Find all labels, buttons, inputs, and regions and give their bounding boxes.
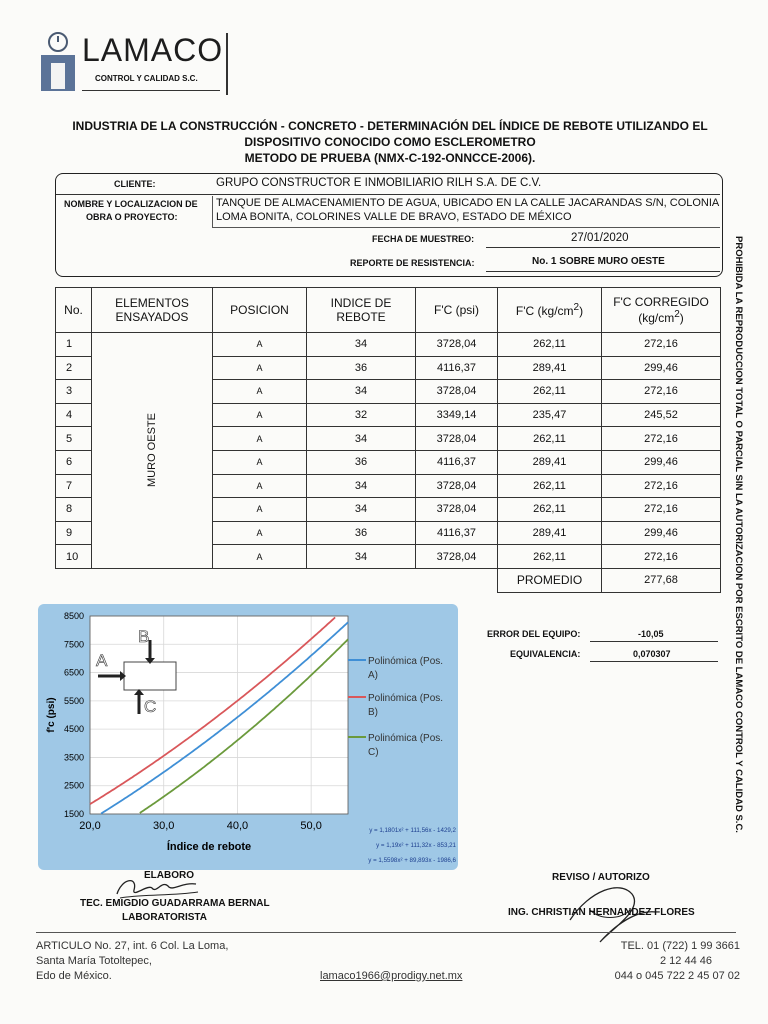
cell-idx: 34 <box>307 498 416 522</box>
title-line-1: INDUSTRIA DE LA CONSTRUCCIÓN - CONCRETO - DETERMINACIÓN DEL ÍNDICE DE REBOTE UTILIZANDO EL <box>72 119 708 133</box>
error-underline <box>590 641 718 642</box>
average-row <box>56 568 721 592</box>
cell-no: 5 <box>56 427 92 451</box>
cell-no: 1 <box>56 333 92 357</box>
cell-no: 4 <box>56 403 92 427</box>
average-value: 277,68 <box>602 568 721 592</box>
header-elements <box>92 288 213 333</box>
cell-pos: A <box>213 356 307 380</box>
error-value: -10,05 <box>638 629 664 639</box>
header-fc-kg-sup: 2 <box>573 302 580 313</box>
project-underline <box>212 227 720 228</box>
header-fc-psi: F'C (psi) <box>416 288 498 333</box>
email-link[interactable]: lamaco1966@prodigy.net.mx <box>320 970 463 982</box>
average-label: PROMEDIO <box>498 568 602 592</box>
side-notice-text: PROHIBIDA LA REPRODUCCION TOTAL O PARCIAL SIN LA AUTORIZACION POR ESCRITO DE LAMACO CONTROL Y CALIDAD S.C. <box>733 236 744 833</box>
cell-kg: 289,41 <box>498 356 602 380</box>
cell-corr: 272,16 <box>602 474 721 498</box>
trend-equation: y = 1,5598x² + 89,893x - 1986,6 <box>368 857 456 864</box>
header-fc-corr-1: F'C CORREGIDO <box>613 295 709 309</box>
cell-no: 2 <box>56 356 92 380</box>
address-line-2: Santa María Totoltepec, <box>36 955 152 967</box>
error-label: ERROR DEL EQUIPO: <box>487 629 581 639</box>
average-spacer <box>56 568 498 592</box>
trend-equation: y = 1,19x² + 111,32x - 853,21 <box>376 842 456 849</box>
element-name: MURO OESTE <box>146 413 158 488</box>
cell-psi: 3728,04 <box>416 498 498 522</box>
header-fc-corr-close: ) <box>679 311 684 325</box>
y-axis-label: f'c (psi) <box>46 697 57 733</box>
y-tick-label: 4500 <box>63 724 84 735</box>
project-label-1: NOMBRE Y LOCALIZACION DE <box>64 199 198 209</box>
header-fc-kg <box>498 288 602 333</box>
header-elements-1: ELEMENTOS <box>115 296 189 310</box>
cell-psi: 4116,37 <box>416 521 498 545</box>
header-index-2: REBOTE <box>336 310 386 324</box>
phone-line-2: 2 12 44 46 <box>660 955 712 967</box>
client-value: GRUPO CONSTRUCTOR E INMOBILIARIO RILH S.A. DE C.V. <box>216 177 542 189</box>
cell-no: 10 <box>56 545 92 569</box>
elaboro-label: ELABORO <box>144 870 194 881</box>
cell-pos: A <box>213 498 307 522</box>
document-title <box>40 118 740 166</box>
logo-subtitle: CONTROL Y CALIDAD S.C. <box>95 74 198 83</box>
table-row <box>56 333 721 357</box>
legend-label-cont: B) <box>368 707 378 718</box>
cell-corr: 245,52 <box>602 403 721 427</box>
cell-kg: 262,11 <box>498 498 602 522</box>
legend-label: Polinómica (Pos. <box>368 693 444 704</box>
cell-pos: A <box>213 450 307 474</box>
cell-psi: 4116,37 <box>416 356 498 380</box>
cell-psi: 3728,04 <box>416 545 498 569</box>
diagram-label-c: C <box>144 697 157 716</box>
rebound-chart <box>38 604 458 870</box>
cell-corr: 272,16 <box>602 498 721 522</box>
report-underline <box>486 271 720 272</box>
header-fc-corr-sup: 2 <box>674 309 680 320</box>
reviso-name: ING. CHRISTIAN HERNANDEZ FLORES <box>508 907 695 918</box>
date-value: 27/01/2020 <box>571 232 629 244</box>
cell-pos: A <box>213 545 307 569</box>
cell-no: 9 <box>56 521 92 545</box>
legend-label-cont: C) <box>368 747 379 758</box>
y-tick-label: 7500 <box>63 639 84 650</box>
footer-rule <box>36 932 736 933</box>
specimen-box <box>124 662 176 690</box>
cell-idx: 36 <box>307 521 416 545</box>
cell-no: 8 <box>56 498 92 522</box>
cell-pos: A <box>213 333 307 357</box>
cell-psi: 4116,37 <box>416 450 498 474</box>
cell-idx: 34 <box>307 474 416 498</box>
phone-line-1: TEL. 01 (722) 1 99 3661 <box>620 940 740 952</box>
diagram-label-b: B <box>138 627 150 646</box>
cell-idx: 34 <box>307 545 416 569</box>
y-tick-label: 6500 <box>63 667 84 678</box>
cell-psi: 3728,04 <box>416 427 498 451</box>
project-label-2: OBRA O PROYECTO: <box>86 212 178 222</box>
header-index-1: INDICE DE <box>330 296 392 310</box>
cell-idx: 34 <box>307 380 416 404</box>
cell-idx: 34 <box>307 427 416 451</box>
cell-pos: A <box>213 474 307 498</box>
y-tick-label: 5500 <box>63 695 84 706</box>
y-tick-label: 1500 <box>63 809 84 819</box>
x-axis-label: Índice de rebote <box>166 841 252 853</box>
phone-line-3: 044 o 045 722 2 45 07 02 <box>614 970 740 982</box>
logo-underline <box>82 90 220 91</box>
equivalence-underline <box>590 661 718 662</box>
legend-label: Polinómica (Pos. <box>368 656 444 667</box>
x-tick-label: 40,0 <box>226 820 249 832</box>
y-tick-label: 2500 <box>63 780 84 791</box>
cell-kg: 289,41 <box>498 521 602 545</box>
cell-psi: 3349,14 <box>416 403 498 427</box>
header-no: No. <box>56 288 92 333</box>
header-position: POSICION <box>213 288 307 333</box>
cell-pos: A <box>213 521 307 545</box>
cell-corr: 272,16 <box>602 545 721 569</box>
report-value: No. 1 SOBRE MURO OESTE <box>532 256 665 267</box>
table-header-row <box>56 288 721 333</box>
cell-corr: 272,16 <box>602 333 721 357</box>
header-fc-kg-close: ) <box>579 304 584 318</box>
diagram-label-a: A <box>96 651 108 670</box>
cell-corr: 272,16 <box>602 380 721 404</box>
cell-corr: 272,16 <box>602 427 721 451</box>
date-underline <box>486 247 720 248</box>
logo-emblem <box>38 30 78 92</box>
reviso-label: REVISO / AUTORIZO <box>552 872 650 883</box>
cell-kg: 262,11 <box>498 474 602 498</box>
project-separator <box>212 196 213 227</box>
x-tick-label: 30,0 <box>153 820 175 832</box>
y-tick-label: 3500 <box>63 752 84 763</box>
cell-kg: 262,11 <box>498 545 602 569</box>
elaboro-name: TEC. EMIGDIO GUADARRAMA BERNAL <box>80 898 270 909</box>
trend-equation: y = 1,1801x² + 111,56x - 1429,2 <box>369 827 456 834</box>
cell-psi: 3728,04 <box>416 380 498 404</box>
cell-kg: 235,47 <box>498 403 602 427</box>
cell-kg: 262,11 <box>498 380 602 404</box>
cell-corr: 299,46 <box>602 450 721 474</box>
date-label: FECHA DE MUESTREO: <box>372 234 475 244</box>
cell-pos: A <box>213 403 307 427</box>
project-value-2: LOMA BONITA, COLORINES VALLE DE BRAVO, ESTADO DE MÉXICO <box>216 211 572 223</box>
logo-name: LAMACO <box>82 32 224 68</box>
x-tick-label: 50,0 <box>300 820 322 832</box>
cell-psi: 3728,04 <box>416 474 498 498</box>
cell-no: 6 <box>56 450 92 474</box>
header-fc-kg-text: F'C (kg/cm <box>515 304 574 318</box>
header-fc-corrected <box>602 288 721 333</box>
cell-idx: 32 <box>307 403 416 427</box>
side-notice <box>734 236 746 836</box>
cell-corr: 299,46 <box>602 356 721 380</box>
title-line-2: DISPOSITIVO CONOCIDO COMO ESCLEROMETRO <box>244 135 536 149</box>
x-tick-label: 20,0 <box>79 820 101 832</box>
cell-pos: A <box>213 427 307 451</box>
cell-no: 7 <box>56 474 92 498</box>
legend-label: Polinómica (Pos. <box>368 733 444 744</box>
logo-divider <box>226 33 228 95</box>
equivalence-value: 0,070307 <box>633 649 671 659</box>
cell-idx: 34 <box>307 333 416 357</box>
cell-pos: A <box>213 380 307 404</box>
project-value-1: TANQUE DE ALMACENAMIENTO DE AGUA, UBICADO EN LA CALLE JACARANDAS S/N, COLONIA <box>216 197 720 209</box>
client-label: CLIENTE: <box>114 179 156 189</box>
y-tick-label: 8500 <box>63 611 84 621</box>
header-fc-corr-2: (kg/cm <box>638 311 675 325</box>
legend-label-cont: A) <box>368 670 378 681</box>
cell-no: 3 <box>56 380 92 404</box>
info-divider <box>56 194 720 195</box>
header-elements-2: ENSAYADOS <box>115 310 189 324</box>
cell-idx: 36 <box>307 450 416 474</box>
results-table <box>55 287 721 593</box>
cell-kg: 262,11 <box>498 333 602 357</box>
cell-kg: 289,41 <box>498 450 602 474</box>
cell-idx: 36 <box>307 356 416 380</box>
address-line-1: ARTICULO No. 27, int. 6 Col. La Loma, <box>36 940 229 952</box>
report-label: REPORTE DE RESISTENCIA: <box>350 258 475 268</box>
element-name-cell <box>92 333 213 569</box>
elaboro-role: LABORATORISTA <box>122 912 207 923</box>
equivalence-label: EQUIVALENCIA: <box>510 649 581 659</box>
cell-corr: 299,46 <box>602 521 721 545</box>
cell-psi: 3728,04 <box>416 333 498 357</box>
address-line-3: Edo de México. <box>36 970 112 982</box>
header-index <box>307 288 416 333</box>
cell-kg: 262,11 <box>498 427 602 451</box>
title-line-3: METODO DE PRUEBA (NMX-C-192-ONNCCE-2006). <box>244 151 536 165</box>
